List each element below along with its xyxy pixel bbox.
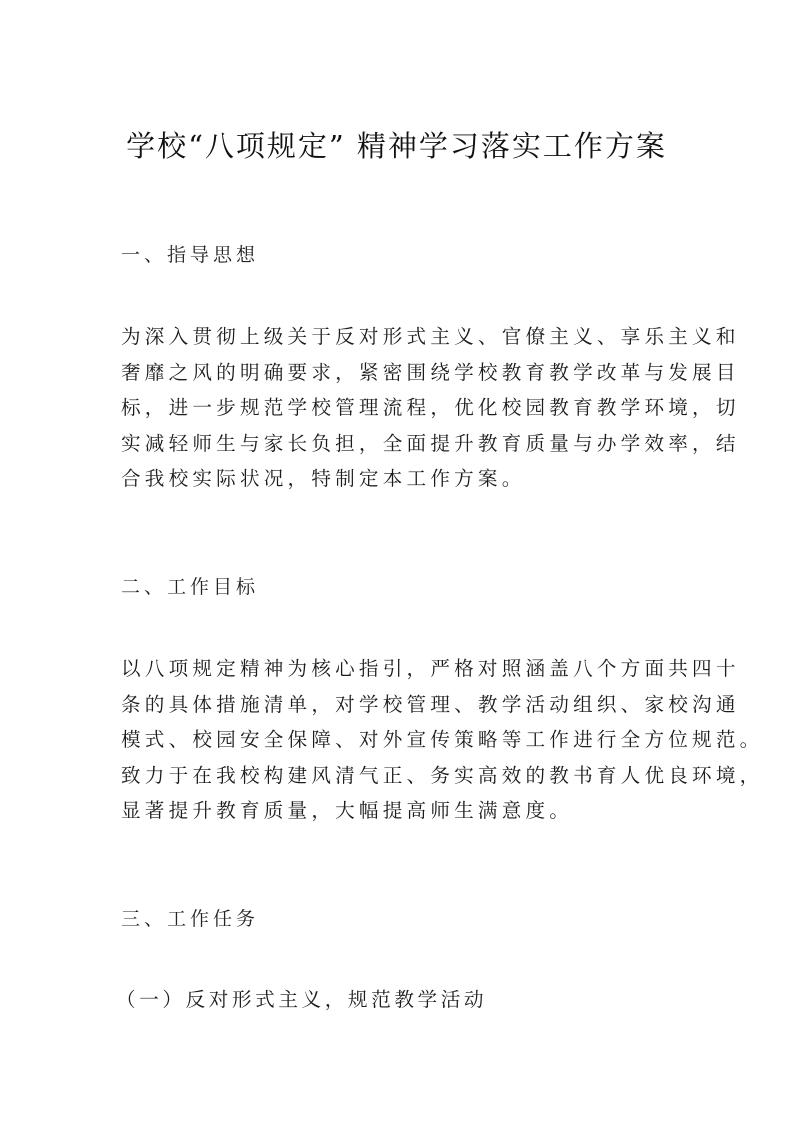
- subsection-heading-oppose-formalism: （一）反对形式主义，规范教学活动: [116, 988, 488, 1011]
- section-heading-guiding-ideology: 一、指导思想: [121, 244, 260, 266]
- section-heading-work-tasks: 三、工作任务: [121, 908, 260, 930]
- paragraph-line: 以八项规定精神为核心指引，严格对照涵盖八个方面共四十: [121, 657, 740, 680]
- paragraph-line: 奢靡之风的明确要求，紧密围绕学校教育教学改革与发展目: [121, 360, 740, 384]
- section-paragraph-guiding-ideology: [121, 319, 740, 497]
- paragraph-line: 显著提升教育质量，大幅提高师生满意度。: [121, 799, 574, 823]
- section-heading-work-goals: 二、工作目标: [121, 576, 260, 598]
- paragraph-line: 合我校实际状况，特制定本工作方案。: [121, 467, 526, 491]
- section-paragraph-work-goals: [121, 651, 764, 829]
- document-title: 学校“八项规定” 精神学习落实工作方案: [126, 129, 667, 163]
- paragraph-line: 实减轻师生与家长负担，全面提升教育质量与办学效率，结: [121, 431, 740, 455]
- paragraph-line: 致力于在我校构建风清气正、务实高效的教书育人优良环境，: [121, 763, 764, 787]
- paragraph-line: 条的具体措施清单，对学校管理、教学活动组织、家校沟通: [121, 692, 740, 716]
- paragraph-line: 为深入贯彻上级关于反对形式主义、官僚主义、享乐主义和: [121, 325, 740, 348]
- paragraph-line: 标，进一步规范学校管理流程，优化校园教育教学环境，切: [121, 396, 740, 420]
- paragraph-line: 模式、校园安全保障、对外宣传策略等工作进行全方位规范。: [121, 728, 764, 752]
